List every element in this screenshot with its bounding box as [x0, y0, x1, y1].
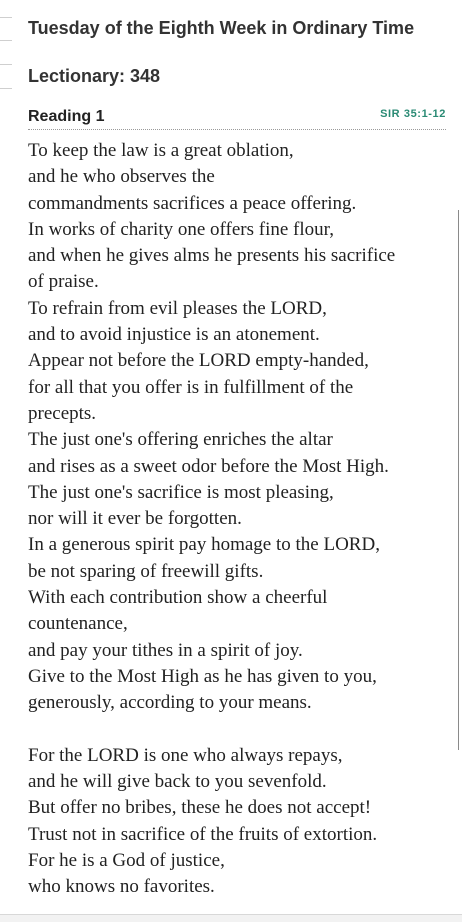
verse-line: The just one's offering enriches the altar — [28, 429, 333, 451]
verse-line: Appear not before the LORD empty-handed, — [28, 350, 369, 372]
verse-line: commandments sacrifices a peace offering. — [28, 192, 357, 214]
verse-line: and to avoid injustice is an atonement. — [28, 324, 320, 346]
reading-stanza — [28, 138, 454, 717]
verse-line: nor will it ever be forgotten. — [28, 508, 242, 530]
verse-line: of praise. — [28, 271, 99, 293]
reading-stanza — [28, 743, 454, 901]
left-margin-rail — [0, 0, 12, 921]
verse-line: and he will give back to you sevenfold. — [28, 771, 327, 793]
verse-line: In works of charity one offers fine flour, — [28, 218, 334, 240]
page-title: Tuesday of the Eighth Week in Ordinary Time — [28, 18, 415, 38]
verse-line: To keep the law is a great oblation, — [28, 140, 294, 161]
verse-line: and pay your tithes in a spirit of joy. — [28, 639, 303, 661]
verse-line: To refrain from evil pleases the LORD, — [28, 297, 327, 319]
verse-line: For he is a God of justice, — [28, 850, 225, 872]
right-edge-line — [458, 210, 459, 750]
verse-line: generously, according to your means. — [28, 692, 312, 714]
verse-line: and he who observes the — [28, 166, 215, 188]
verse-line: for all that you offer is in fulfillment of the — [28, 376, 354, 398]
verse-line: For the LORD is one who always repays, — [28, 744, 343, 766]
lectionary-number: Lectionary: 348 — [28, 66, 161, 86]
rail-divider — [0, 64, 12, 65]
verse-line: and when he gives alms he presents his sacrifice — [28, 245, 396, 267]
reading-header — [28, 104, 446, 130]
verse-line: precepts. — [28, 402, 97, 424]
verse-line: and rises as a sweet odor before the Most High. — [28, 455, 389, 477]
rail-divider — [0, 17, 12, 18]
verse-line: But offer no bribes, these he does not accept! — [28, 797, 372, 819]
verse-line: Give to the Most High as he has given to you, — [28, 665, 377, 687]
verse-line: countenance, — [28, 613, 128, 635]
rail-divider — [0, 40, 12, 41]
reading-text — [28, 138, 454, 901]
reading-title: Reading 1 — [28, 108, 105, 125]
verse-line: be not sparing of freewill gifts. — [28, 560, 264, 582]
rail-divider — [0, 88, 12, 89]
verse-line: Trust not in sacrifice of the fruits of extortion. — [28, 823, 378, 845]
verse-line: With each contribution show a cheerful — [28, 587, 328, 609]
scripture-citation-link[interactable]: SIR 35:1-12 — [380, 108, 446, 120]
verse-line: The just one's sacrifice is most pleasing, — [28, 481, 334, 503]
verse-line: In a generous spirit pay homage to the LORD, — [28, 534, 380, 556]
verse-line: who knows no favorites. — [28, 876, 215, 898]
